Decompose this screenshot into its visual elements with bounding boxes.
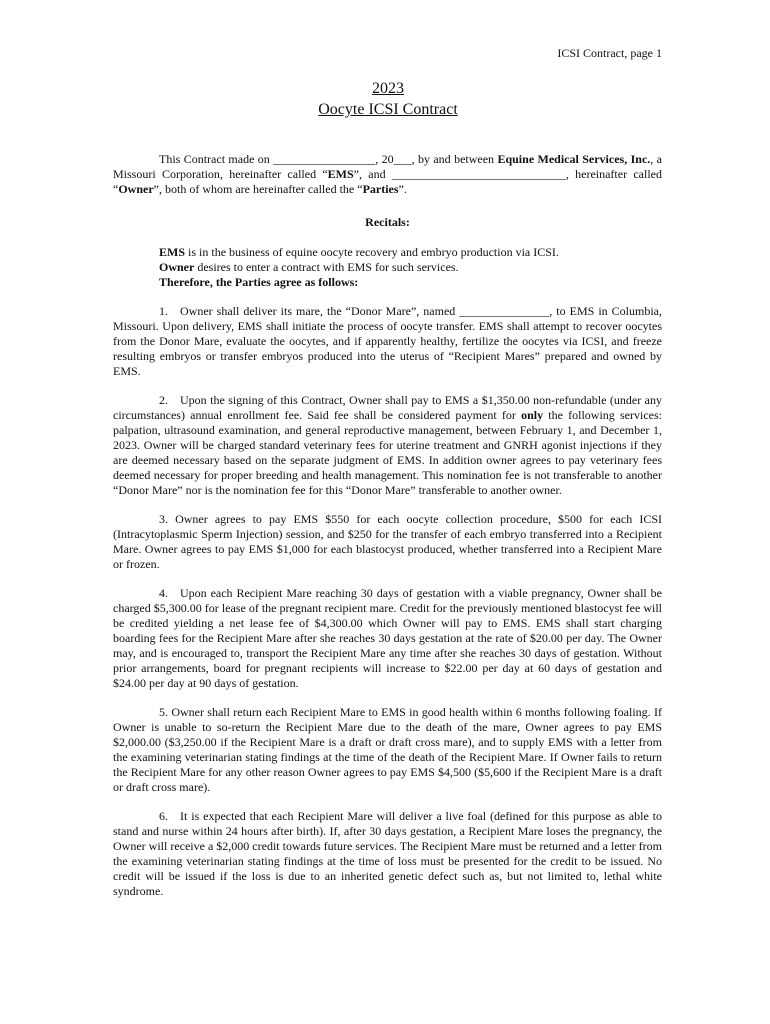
recital-2-term: Owner [159, 260, 195, 274]
intro-text-1: This Contract made on _________________, 20___, by and between [159, 152, 498, 166]
contract-title: Oocyte ICSI Contract [318, 101, 458, 118]
clause-2-text-a: 2. Upon the signing of this Contract, Owner shall pay to EMS a $1,350.00 non-refundable (under any circumstances) annual enrollment fee. Said fee shall be considered payment for [113, 393, 662, 422]
ems-term: EMS [327, 167, 354, 181]
intro-text-5: ”. [398, 182, 407, 196]
clause-2-emphasis: only [521, 408, 544, 422]
intro-paragraph [113, 152, 662, 197]
owner-term: Owner [118, 182, 154, 196]
recital-2-text: desires to enter a contract with EMS for such services. [194, 260, 459, 274]
clause-1: 1. Owner shall deliver its mare, the “Donor Mare”, named _______________, to EMS in Columbia, Missouri. Upon delivery, EMS shall initiate the process of oocyte transfer. EMS shall attempt to recover oocytes from the Donor Mare, evaluate the oocytes, and if apparently healthy, fertilize the oocytes via ICSI, and freeze resulting embryos or transfer embryos produced into the uterus of “Recipient Mares” prepared and owned by EMS. [113, 304, 662, 378]
clause-6: 6. It is expected that each Recipient Mare will deliver a live foal (defined for this purpose as able to stand and nurse within 24 hours after birth). If, after 30 days gestation, a Recipient Mare loses the pregnancy, the Owner will receive a $2,000 credit towards future services. The Recipient Mare must be returned and a letter from the examining veterinarian stating findings at the time of loss must be presented for the credit to be issued. No credit will be issued if the loss is due to an inherited genetic defect such as, but not limited to, lethal white syndrome. [113, 809, 662, 898]
company-name: Equine Medical Services, Inc. [497, 152, 651, 166]
clause-3: 3. Owner agrees to pay EMS $550 for each oocyte collection procedure, $500 for each ICSI (Intracytoplasmic Sperm Injection) session, and $250 for the transfer of each embryo transferred into a Recipient Mare. Owner agrees to pay EMS $1,000 for each blastocyst produced, whether transferred into a Recipient Mare or frozen. [113, 512, 662, 571]
recital-1 [159, 245, 662, 260]
recitals-heading: Recitals: [365, 215, 410, 229]
recitals-list [113, 245, 662, 290]
intro-text-3: ”, and _____________________________, hereinafter called “ [113, 167, 662, 196]
recital-3 [159, 275, 662, 290]
clause-2 [113, 393, 662, 498]
intro-text-2: , a Missouri Corporation, hereinafter called “ [113, 152, 662, 181]
contract-year: 2023 [372, 80, 404, 97]
recital-2 [159, 260, 662, 275]
page-header: ICSI Contract, page 1 [557, 46, 662, 60]
intro-text-4: ”, both of whom are hereinafter called the “ [153, 182, 363, 196]
recital-1-text: is in the business of equine oocyte recovery and embryo production via ICSI. [185, 245, 559, 259]
title-block [0, 78, 770, 120]
parties-term: Parties [362, 182, 399, 196]
contract-body [113, 152, 662, 899]
agreement-statement: Therefore, the Parties agree as follows: [159, 275, 359, 289]
clause-4: 4. Upon each Recipient Mare reaching 30 days of gestation with a viable pregnancy, Owner shall be charged $5,300.00 for lease of the pregnant recipient mare. Credit for the previously mentioned blastocyst fee will be credited yielding a net lease fee of $4,300.00 which Owner will pay to EMS. EMS shall start charging boarding fees for the Recipient Mare after she reaches 30 days gestation at the rate of $20.00 per day. The Owner may, and is encouraged to, transport the Recipient Mare any time after she reaches 30 days of gestation. Without prior arrangements, board for pregnant recipients will increase to $22.00 per day at 60 days of gestation and $24.00 per day at 90 days of gestation. [113, 586, 662, 690]
clause-2-text-b: the following services: palpation, ultrasound examination, and general reproductive management, between February 1, and December 1, 2023. Owner will be charged standard veterinary fees for uterine treatment and GNRH agonist injections if they are deemed necessary based on the separate judgment of EMS. In addition owner agrees to pay veterinary fees deemed necessary for proper breeding and health management. This nomination fee is not transferable to another “Donor Mare” nor is the nomination fee for this “Donor Mare” transferable to another owner. [113, 408, 662, 497]
recital-1-term: EMS [159, 245, 186, 259]
clause-5: 5. Owner shall return each Recipient Mare to EMS in good health within 6 months following foaling. If Owner is unable to so-return the Recipient Mare due to the death of the mare, Owner agrees to pay EMS $2,000.00 ($3,250.00 if the Recipient Mare is a draft or draft cross mare), and to supply EMS with a letter from the examining veterinarian stating findings at the time of the death of the Recipient Mare. If Owner fails to return the Recipient Mare for any other reason Owner agrees to pay EMS $4,500 ($5,600 if the Recipient Mare is a draft or draft cross mare). [113, 705, 662, 794]
